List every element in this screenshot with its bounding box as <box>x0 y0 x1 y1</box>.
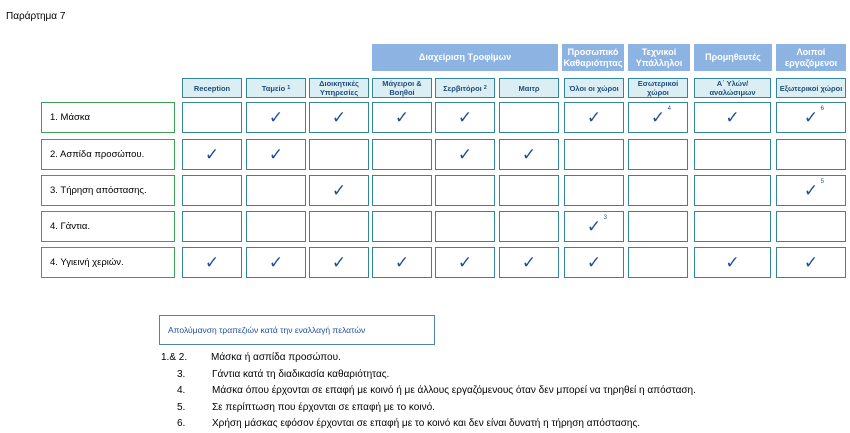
column-header-label: Εξωτερικοί χώροι <box>779 83 843 93</box>
group-header-food-handling: Διαχείριση Τροφίμων <box>372 44 558 71</box>
footnote-num: 3. <box>177 369 186 380</box>
grid-cell <box>628 247 688 278</box>
grid-cell <box>182 247 242 278</box>
footnote-text: Γάντια κατά τη διαδικασία καθαριότητας. <box>212 369 390 380</box>
column-header-label: Εσωτερικοί χώροι <box>637 79 679 97</box>
checkmark-icon: ✓ <box>725 108 740 127</box>
checkmark-icon: ✓ <box>268 145 284 164</box>
grid-cell <box>776 175 846 206</box>
page-title: Παράρτημα 7 <box>6 11 66 22</box>
column-header-administrative-services <box>309 78 369 98</box>
grid-cell <box>694 102 771 133</box>
column-header-label: Όλοι οι χώροι <box>569 83 619 93</box>
group-header-technical-staff: Τεχνικοί Υπάλληλοι <box>628 44 690 71</box>
column-header-raw-materials <box>694 78 771 98</box>
grid-cell <box>499 102 559 133</box>
checkmark-icon: ✓ <box>204 145 220 164</box>
column-header-label: Reception <box>193 83 231 93</box>
column-header-label: Διοικητικές Υπηρεσίες <box>319 79 359 97</box>
checkmark-icon: ✓ <box>457 253 473 272</box>
grid-cell <box>628 139 688 170</box>
grid-cell <box>246 247 306 278</box>
footnote-num: 1.& 2. <box>161 352 188 363</box>
grid-cell <box>182 139 242 170</box>
checkmark-icon: ✓ <box>803 253 819 272</box>
grid-cell <box>628 211 688 242</box>
footnote-ref: 2 <box>483 84 487 91</box>
column-header-indoor-areas <box>628 78 688 98</box>
grid-cell <box>372 211 432 242</box>
grid-cell <box>309 102 369 133</box>
column-header-waiters <box>435 78 495 98</box>
row-label-mask: 1. Μάσκα <box>41 102 175 133</box>
grid-cell <box>246 211 306 242</box>
column-header-reception <box>182 78 242 98</box>
checkmark-icon: ✓ <box>725 253 740 272</box>
grid-cell <box>182 175 242 206</box>
checkmark-icon: ✓ <box>803 181 819 200</box>
column-header-label: Α΄ Υλών/ αναλώσιμων <box>709 79 756 97</box>
column-header-outdoor-areas <box>776 78 846 98</box>
grid-cell <box>372 102 432 133</box>
footnote-num: 5. <box>177 402 186 413</box>
grid-cell <box>435 247 495 278</box>
footnote-ref: 1 <box>287 84 291 91</box>
column-header-label: Μαιτρ <box>518 83 540 93</box>
group-header-suppliers: Προμηθευτές <box>694 44 772 71</box>
grid-cell <box>499 175 559 206</box>
column-header-label: Μάγειροι & Βοηθοί <box>382 79 422 97</box>
group-header-cleaning-staff: Προσωπικό Καθαριότητας <box>562 44 624 71</box>
column-header-cooks-assistants <box>372 78 432 98</box>
grid-cell <box>435 102 495 133</box>
checkmark-icon: ✓ <box>331 253 347 272</box>
column-header-all-areas <box>564 78 624 98</box>
grid-cell <box>372 139 432 170</box>
footnote-text: Χρήση μάσκας εφόσον έρχονται σε επαφή με το κοινό και δεν είναι δυνατή η τήρηση απόστασης. <box>212 418 641 429</box>
checkmark-icon: ✓ <box>586 253 602 272</box>
grid-cell <box>182 102 242 133</box>
grid-cell <box>435 175 495 206</box>
checkmark-icon: ✓ <box>331 181 347 200</box>
checkmark-icon: ✓ <box>457 108 473 127</box>
grid-cell <box>246 102 306 133</box>
grid-cell <box>309 139 369 170</box>
row-label-face-shield: 2. Ασπίδα προσώπου. <box>41 139 175 170</box>
footnote-text: Μάσκα όπου έρχονται σε επαφή με κοινό ή με άλλους εργαζόμενους όταν δεν μπορεί να τηρηθεί η απόσταση. <box>212 385 696 396</box>
row-label-distancing: 3. Τήρηση απόστασης. <box>41 175 175 206</box>
footnote-ref: 3 <box>603 215 607 221</box>
grid-cell <box>564 211 624 242</box>
grid-cell <box>694 139 771 170</box>
footnote-ref: 5 <box>820 179 824 185</box>
grid-cell <box>564 247 624 278</box>
checkmark-icon: ✓ <box>521 145 537 164</box>
footnote-ref: 4 <box>667 106 671 112</box>
checkmark-icon: ✓ <box>803 108 819 127</box>
grid-cell <box>309 211 369 242</box>
row-label-gloves: 4. Γάντια. <box>41 211 175 242</box>
checkmark-icon: ✓ <box>394 253 410 272</box>
column-header-maitre <box>499 78 559 98</box>
grid-cell <box>628 175 688 206</box>
checkmark-icon: ✓ <box>268 253 284 272</box>
grid-cell <box>499 139 559 170</box>
checkmark-icon: ✓ <box>457 145 473 164</box>
grid-cell <box>372 247 432 278</box>
grid-cell <box>564 139 624 170</box>
grid-cell <box>776 139 846 170</box>
grid-cell <box>182 211 242 242</box>
footnote-text: Σε περίπτωση που έρχονται σε επαφή με το κοινό. <box>212 402 435 413</box>
grid-cell <box>564 102 624 133</box>
row-label-hand-hygiene: 4. Υγιεινή χεριών. <box>41 247 175 278</box>
column-header-cashier <box>246 78 306 98</box>
grid-cell <box>776 247 846 278</box>
checkmark-icon: ✓ <box>204 253 220 272</box>
checkmark-icon: ✓ <box>586 108 602 127</box>
grid-cell <box>309 247 369 278</box>
grid-cell <box>694 211 771 242</box>
grid-cell <box>564 175 624 206</box>
column-header-label: Σερβιτόροι <box>443 83 482 93</box>
grid-cell <box>499 211 559 242</box>
grid-cell <box>435 211 495 242</box>
checkmark-icon: ✓ <box>331 108 347 127</box>
disinfection-note-box: Απολύμανση τραπεζιών κατά την εναλλαγή πελατών <box>159 315 435 345</box>
grid-cell <box>372 175 432 206</box>
grid-cell <box>694 175 771 206</box>
grid-cell <box>309 175 369 206</box>
group-header-other-employees: Λοιποί εργαζόμενοι <box>776 44 846 71</box>
footnote-text: Μάσκα ή ασπίδα προσώπου. <box>211 352 341 363</box>
grid-cell <box>246 175 306 206</box>
checkmark-icon: ✓ <box>268 108 284 127</box>
grid-cell <box>435 139 495 170</box>
checkmark-icon: ✓ <box>394 108 410 127</box>
grid-cell <box>246 139 306 170</box>
footnote-ref: 6 <box>820 106 824 112</box>
footnote-num: 6. <box>177 418 186 429</box>
grid-cell <box>499 247 559 278</box>
grid-cell <box>694 247 771 278</box>
grid-cell <box>776 102 846 133</box>
checkmark-icon: ✓ <box>521 253 537 272</box>
checkmark-icon: ✓ <box>650 108 666 127</box>
footnote-num: 4. <box>177 385 186 396</box>
grid-cell <box>628 102 688 133</box>
checkmark-icon: ✓ <box>586 217 602 236</box>
grid-cell <box>776 211 846 242</box>
column-header-label: Ταμείο <box>261 83 286 93</box>
